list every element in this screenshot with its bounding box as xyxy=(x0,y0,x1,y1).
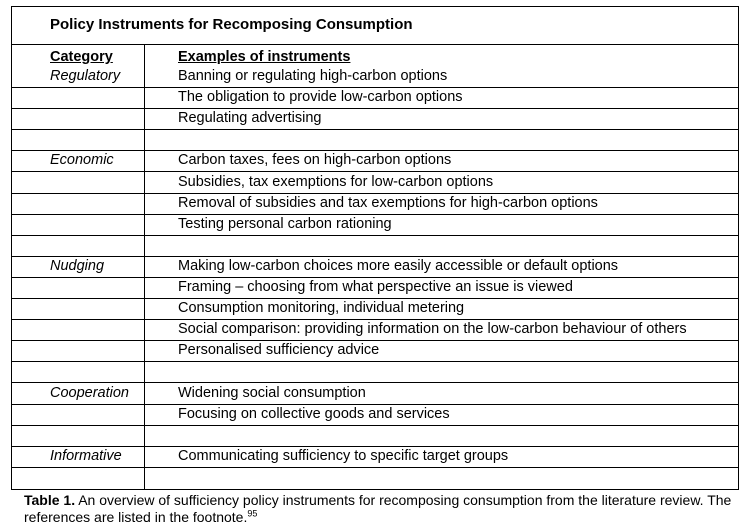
table-row xyxy=(12,257,738,278)
table-row xyxy=(12,341,738,362)
table-row xyxy=(12,109,738,130)
instrument-cell: Banning or regulating high-carbon options xyxy=(178,68,448,84)
instrument-cell: Removal of subsidies and tax exemptions for high-carbon options xyxy=(178,194,598,211)
table-title-row xyxy=(12,7,738,45)
category-cell: Informative xyxy=(50,447,122,464)
table-row xyxy=(12,67,738,88)
instrument-cell: The obligation to provide low-carbon options xyxy=(178,89,463,106)
footnote-reference: 95 xyxy=(247,508,258,519)
instrument-cell: Social comparison: providing information on the low-carbon behaviour of others xyxy=(178,321,687,338)
table-row xyxy=(12,384,738,405)
instrument-cell: Regulating advertising xyxy=(178,110,322,127)
table-row xyxy=(12,468,738,489)
instrument-cell: Subsidies, tax exemptions for low-carbon options xyxy=(178,173,494,190)
table-row xyxy=(12,88,738,109)
table-title: Policy Instruments for Recomposing Consumption xyxy=(50,16,413,33)
table-row xyxy=(12,194,738,215)
caption-label: Table 1. xyxy=(24,492,76,508)
instrument-cell: Making low-carbon choices more easily accessible or default options xyxy=(178,257,619,274)
caption-text: An overview of sufficiency policy instruments for recomposing consumption from the literature review. The references are listed in the footnote. xyxy=(24,492,732,525)
table-row xyxy=(12,299,738,320)
table-row xyxy=(12,405,738,426)
instrument-cell: Carbon taxes, fees on high-carbon options xyxy=(178,152,452,169)
table-row xyxy=(12,130,738,151)
instrument-cell: Testing personal carbon rationing xyxy=(178,215,392,232)
table-row xyxy=(12,215,738,236)
instrument-cell: Framing – choosing from what perspective an issue is viewed xyxy=(178,279,573,295)
table-row xyxy=(12,278,738,299)
instrument-cell: Personalised sufficiency advice xyxy=(178,342,380,359)
instrument-cell: Widening social consumption xyxy=(178,384,366,401)
instruments-column-header: Examples of instruments xyxy=(178,49,351,65)
table-caption xyxy=(24,492,740,526)
table-row xyxy=(12,362,738,383)
category-cell: Regulatory xyxy=(50,68,121,84)
instrument-cell: Communicating sufficiency to specific target groups xyxy=(178,447,509,464)
policy-instruments-table xyxy=(11,6,739,490)
table-row xyxy=(12,151,738,172)
category-cell: Nudging xyxy=(50,257,105,274)
table-row xyxy=(12,447,738,468)
instrument-cell: Focusing on collective goods and services xyxy=(178,405,450,422)
category-cell: Cooperation xyxy=(50,384,129,401)
table-header-row xyxy=(12,45,738,67)
table-row xyxy=(12,236,738,257)
category-column-header: Category xyxy=(50,49,113,65)
category-cell: Economic xyxy=(50,152,114,169)
table-row xyxy=(12,173,738,194)
table-row xyxy=(12,320,738,341)
table-row xyxy=(12,426,738,447)
instrument-cell: Consumption monitoring, individual metering xyxy=(178,300,465,317)
